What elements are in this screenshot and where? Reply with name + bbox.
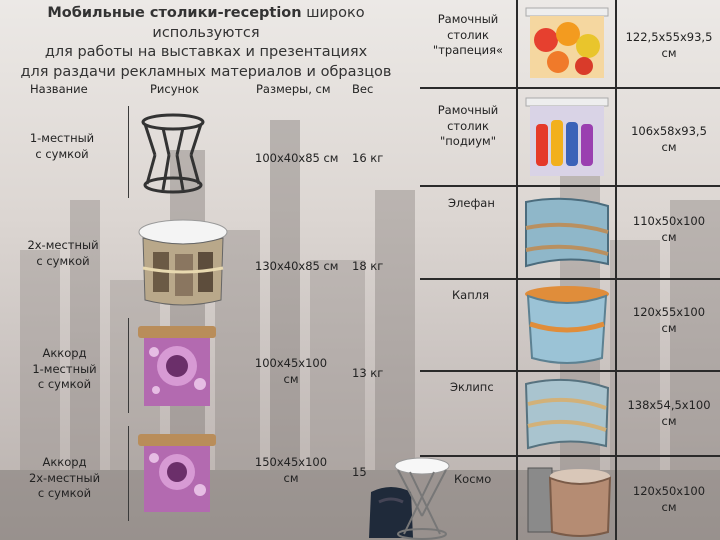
- row3-size-line2: см: [283, 371, 299, 386]
- header-name: Название: [30, 82, 88, 96]
- right-row-line-2: [420, 185, 720, 187]
- row1-name-line1: 1-местный: [29, 131, 95, 145]
- row4-name: [22, 455, 107, 502]
- row1-frame: [128, 106, 129, 198]
- row3-weight: 13 кг: [352, 366, 384, 380]
- row4-name-line2: 2х-местный: [28, 470, 101, 485]
- right-row5-size-line2: см: [661, 413, 677, 428]
- header-size: Размеры, см: [256, 82, 331, 96]
- right-table-divider-2: [615, 0, 617, 540]
- right-row-line-5: [420, 455, 720, 457]
- right-row1-size: [620, 30, 718, 61]
- akkord-1-image: [132, 322, 222, 412]
- right-row1-size-line2: см: [661, 45, 677, 60]
- right-row2-name-line3: "подиум": [439, 134, 497, 149]
- eclipse-counter-image: [522, 374, 612, 452]
- row4-name-line1: Аккорд: [42, 455, 87, 469]
- right-row3-name: Элефан: [448, 196, 495, 210]
- row3-name-line2: 1-местный: [32, 361, 97, 376]
- row1-name-line2: с сумкой: [35, 146, 89, 161]
- title-line1-rest: широко используются: [152, 5, 365, 41]
- kaplya-counter-image: [522, 284, 612, 366]
- row4-size: [245, 455, 337, 486]
- right-row1-name-line2: столик: [447, 27, 489, 42]
- right-row4-size: [620, 305, 718, 336]
- right-row4-name: Капля: [452, 288, 489, 302]
- right-row1-name: [422, 12, 514, 59]
- row3-size-line1: 100х45х100: [254, 356, 328, 370]
- row1-weight: 16 кг: [352, 151, 384, 165]
- kosmo-counter-image: [524, 460, 612, 538]
- right-row2-size-line2: см: [661, 139, 677, 154]
- right-row-line-3: [420, 278, 720, 280]
- header-picture: Рисунок: [150, 82, 200, 96]
- title-line3: для раздачи рекламных материалов и образцов: [20, 64, 392, 81]
- trapeze-table-image: [524, 6, 610, 82]
- row1-name: [22, 131, 102, 162]
- podium-table-image: [524, 96, 610, 180]
- row4-size-line2: см: [283, 470, 299, 485]
- akkord-2-image: [132, 430, 222, 518]
- right-row6-size: [620, 484, 718, 515]
- right-table-divider-1: [516, 0, 518, 540]
- right-row6-name: Космо: [454, 472, 492, 486]
- elefan-counter-image: [522, 194, 612, 272]
- right-row2-size-line1: 106х58х93,5: [631, 124, 707, 138]
- right-row3-size-line2: см: [661, 229, 677, 244]
- row3-frame: [128, 318, 129, 413]
- row4-frame: [128, 426, 129, 521]
- row2-weight: 18 кг: [352, 259, 384, 273]
- row1-size: 100х40х85 см: [255, 151, 339, 165]
- title-bold: Мобильные столики-reception: [47, 5, 302, 21]
- right-row3-size-line1: 110х50х100: [632, 214, 706, 228]
- right-row4-size-line2: см: [661, 320, 677, 335]
- right-row1-size-line1: 122,5х55х93,5: [625, 30, 713, 44]
- printed-counter-image: [135, 218, 230, 308]
- right-row1-name-line1: Рамочный: [437, 12, 499, 26]
- right-row-line-1: [420, 87, 720, 89]
- row3-name-line3: с сумкой: [37, 377, 92, 392]
- round-frame-table-image: [392, 456, 452, 540]
- right-row6-size-line1: 120х50х100: [632, 484, 706, 498]
- right-row2-name: [422, 103, 514, 150]
- right-row1-name-line3: "трапеция«: [432, 43, 504, 58]
- header-weight: Вес: [352, 82, 374, 96]
- row4-weight: 15: [352, 465, 367, 479]
- right-row6-size-line2: см: [661, 499, 677, 514]
- right-row2-size: [620, 124, 718, 155]
- right-row5-name: Эклипс: [450, 380, 494, 394]
- title-line2: для работы на выставках и презентациях: [44, 44, 368, 61]
- row2-name-line1: 2х-местный: [27, 238, 99, 252]
- row2-name-line2: с сумкой: [36, 253, 90, 268]
- right-row2-name-line1: Рамочный: [437, 103, 499, 117]
- right-row5-size-line1: 138х54,5х100: [627, 398, 711, 412]
- right-row3-size: [620, 214, 718, 245]
- row3-name-line1: Аккорд: [42, 346, 87, 360]
- right-row-line-4: [420, 370, 720, 372]
- right-row2-name-line2: столик: [447, 118, 489, 133]
- right-row5-size: [620, 398, 718, 429]
- right-row4-size-line1: 120х55х100: [632, 305, 706, 319]
- row3-size: [245, 356, 337, 387]
- page-title: [0, 4, 412, 83]
- row2-size: 130х40х85 см: [255, 259, 339, 273]
- frame-table-1-image: [133, 110, 213, 195]
- row3-name: [22, 346, 107, 393]
- row4-name-line3: с сумкой: [37, 486, 92, 501]
- row2-name: [18, 238, 108, 269]
- row4-size-line1: 150х45х100: [254, 455, 328, 469]
